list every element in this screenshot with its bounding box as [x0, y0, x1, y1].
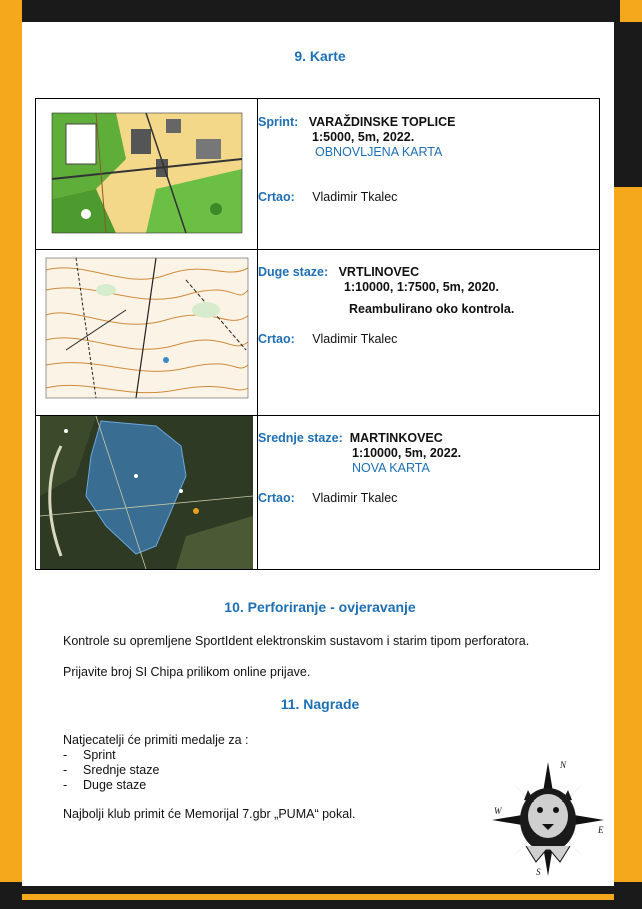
- map-name: VRTLINOVEC: [338, 265, 420, 279]
- map-info-duge: [258, 250, 600, 416]
- map-thumbnail-srednje: [36, 416, 258, 570]
- frame-corner-left: [0, 0, 22, 22]
- map-details: 1:5000, 5m, 2022.: [312, 130, 415, 144]
- map-info-srednje: [258, 416, 600, 570]
- compass-s-label: S: [536, 867, 541, 877]
- drawer-name: Vladimir Tkalec: [312, 190, 398, 204]
- map-row-srednje: [36, 416, 600, 570]
- awards-list: [63, 733, 249, 793]
- map-note: NOVA KARTA: [352, 461, 430, 475]
- perf-paragraph-1: Kontrole su opremljene SportIdent elektronskim sustavom i starim tipom perforatora.: [63, 634, 530, 648]
- map-row-duge: [36, 250, 600, 416]
- map-name: MARTINKOVEC: [349, 431, 443, 445]
- list-item: - Sprint: [63, 748, 116, 762]
- section-title-karte: 9. Karte: [294, 48, 346, 64]
- compass-e-label: E: [598, 825, 604, 835]
- section-title-perforiranje: 10. Perforiranje - ovjeravanje: [224, 599, 416, 615]
- list-item: - Duge staze: [63, 778, 147, 792]
- frame-left: [0, 22, 22, 909]
- map-label: Srednje staze:: [258, 431, 343, 445]
- drawer-label: Crtao:: [258, 332, 295, 346]
- map-label: Duge staze:: [258, 265, 329, 279]
- compass-w-label: W: [494, 806, 502, 816]
- list-item: - Srednje staze: [63, 763, 160, 777]
- drawer-label: Crtao:: [258, 190, 295, 204]
- section-title-nagrade: 11. Nagrade: [280, 696, 360, 712]
- compass-n-label: N: [560, 760, 567, 770]
- map-details: 1:10000, 5m, 2022.: [352, 446, 462, 460]
- map-details: 1:10000, 1:7500, 5m, 2020.: [344, 280, 499, 294]
- drawer-name: Vladimir Tkalec: [312, 491, 398, 505]
- map-row-sprint: [36, 99, 600, 250]
- map-thumbnail-duge: [36, 250, 258, 416]
- map-info-sprint: [258, 99, 600, 250]
- map-name: VARAŽDINSKE TOPLICE: [308, 115, 456, 129]
- map-label: Sprint:: [258, 115, 299, 129]
- maps-table: [35, 98, 600, 570]
- frame-bottom: [22, 886, 614, 909]
- map-note: OBNOVLJENA KARTA: [315, 145, 443, 159]
- frame-right: [614, 22, 642, 909]
- map-thumbnail-sprint: [36, 99, 258, 250]
- puma-compass-logo: [488, 758, 608, 880]
- frame-corner-right: [620, 0, 642, 22]
- map-note: Reambulirano oko kontrola.: [349, 302, 515, 316]
- drawer-name: Vladimir Tkalec: [312, 332, 398, 346]
- perf-paragraph-2: Prijavite broj SI Chipa prilikom online prijave.: [63, 665, 311, 679]
- awards-outro: Najbolji klub primit će Memorijal 7.gbr „PUMA“ pokal.: [63, 807, 356, 821]
- drawer-label: Crtao:: [258, 491, 295, 505]
- frame-top: [0, 0, 642, 22]
- awards-intro: Natjecatelji će primiti medalje za :: [63, 733, 249, 747]
